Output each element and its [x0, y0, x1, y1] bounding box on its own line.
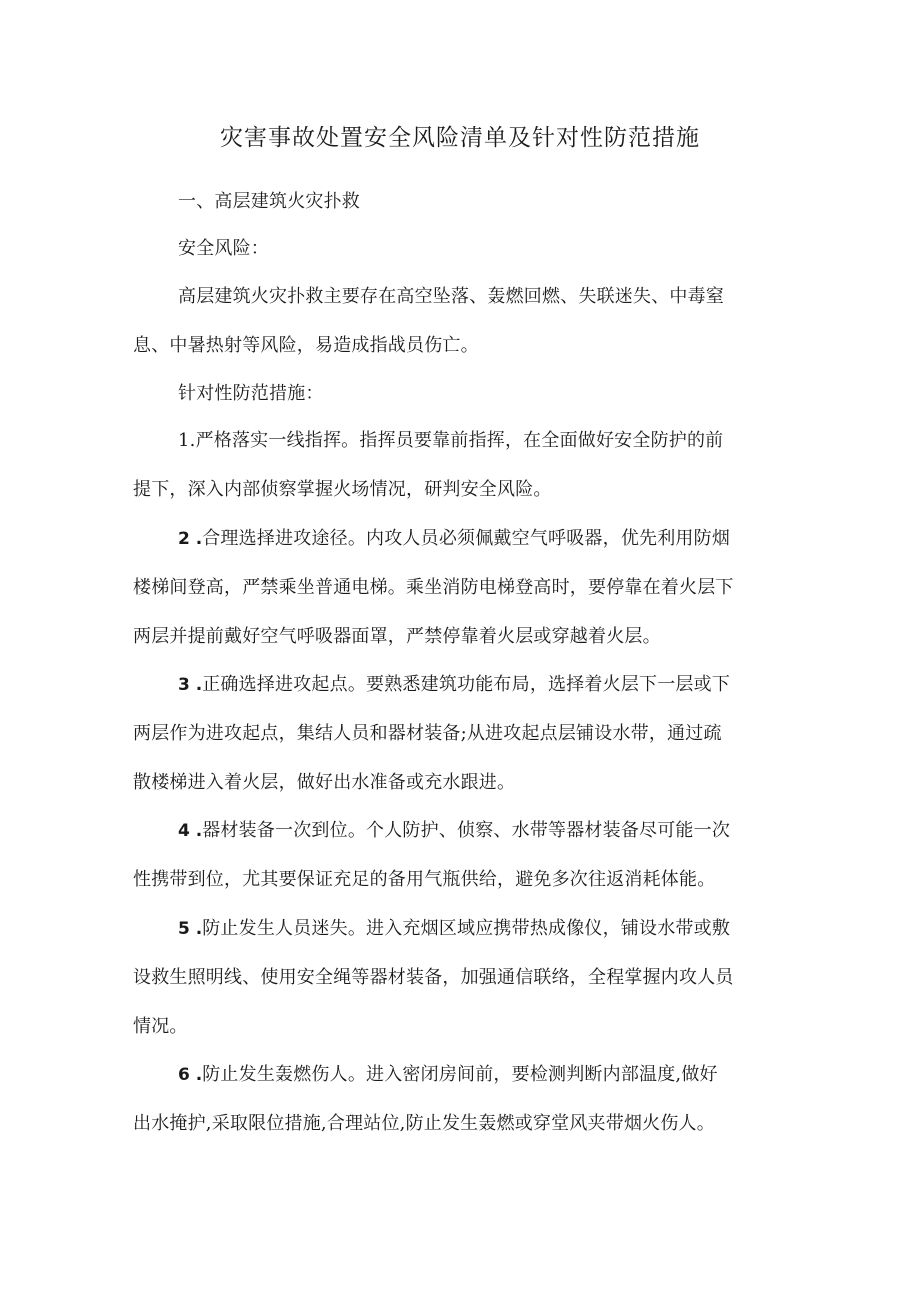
measures-label: 针对性防范措施：: [178, 383, 324, 404]
measure-item-2: 2 .合理选择进攻途径。内攻人员必须佩戴空气呼吸器，优先利用防烟 楼梯间登高，严禁乘坐普通电梯。乘坐消防电梯登高时，要停靠在着火层下 两层并提前戴好空气呼吸器面罩，严禁停靠着火层或穿越着火层。: [133, 528, 734, 647]
risk-label: 安全风险：: [178, 238, 269, 259]
document-title: 灾害事故处置安全风险清单及针对性防范措施: [220, 125, 700, 151]
item-number: 2 .: [178, 529, 203, 549]
risk-paragraph: 高层建筑火灾扑救主要存在高空坠落、轰燃回燃、失联迷失、中毒窒 息、中暑热射等风险，易造成指战员伤亡。: [133, 286, 724, 356]
measure-item-6: 6 .防止发生轰燃伤人。进入密闭房间前，要检测判断内部温度,做好 出水掩护,采取限位措施,合理站位,防止发生轰燃或穿堂风夹带烟火伤人。: [133, 1064, 718, 1134]
item-number: 4 .: [178, 821, 203, 841]
section-heading: 一、高层建筑火灾扑救: [178, 191, 360, 212]
item-number: 1.: [178, 430, 196, 451]
measure-item-4: 4 .器材装备一次到位。个人防护、侦察、水带等器材装备尽可能一次 性携带到位，尤其要保证充足的备用气瓶供给，避免多次往返消耗体能。: [133, 820, 731, 890]
measure-item-3: 3 .正确选择进攻起点。要熟悉建筑功能布局，选择着火层下一层或下 两层作为进攻起点，集结人员和器材装备;从进攻起点层铺设水带，通过疏 散楼梯进入着火层，做好出水准备或充水跟进。: [133, 674, 731, 793]
item-number: 5 .: [178, 919, 203, 939]
item-number: 3 .: [178, 675, 203, 695]
measure-item-5: 5 .防止发生人员迷失。进入充烟区域应携带热成像仪，铺设水带或敷 设救生照明线、使用安全绳等器材装备，加强通信联络，全程掌握内攻人员 情况。: [133, 918, 734, 1037]
measure-item-1: 1.严格落实一线指挥。指挥员要靠前指挥，在全面做好安全防护的前 提下，深入内部侦察掌握火场情况，研判安全风险。: [133, 430, 724, 500]
item-number: 6 .: [178, 1065, 203, 1085]
